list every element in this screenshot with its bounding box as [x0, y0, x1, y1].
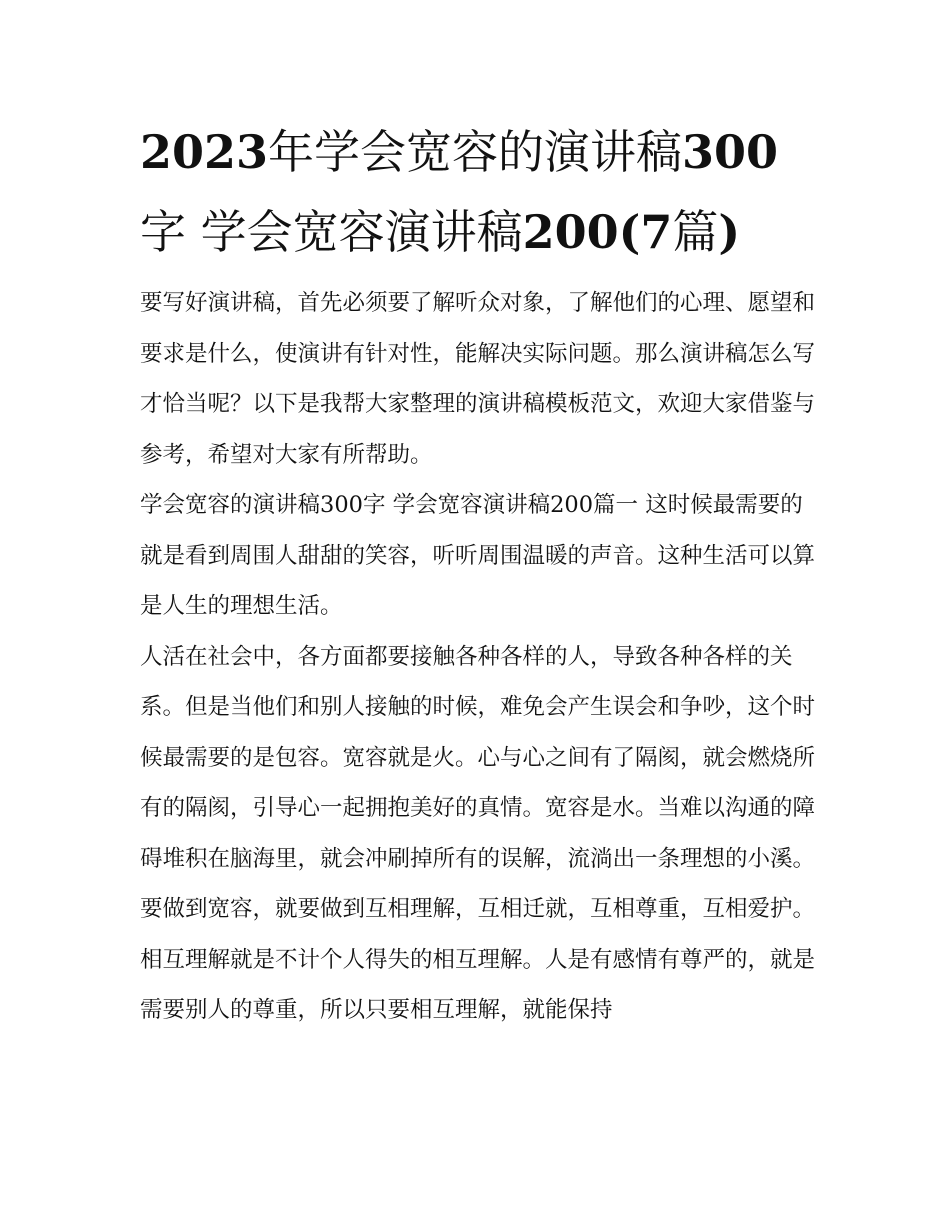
paragraph-2: 人活在社会中，各方面都要接触各种各样的人，导致各种各样的关系。但是当他们和别人接触的时候，难免会产生误会和争吵，这个时候最需要的是包容。宽容就是火。心与心之间有了隔阂，就会燃烧所有的隔阂，引导心一起拥抱美好的真情。宽容是水。当难以沟通的障碍堆积在脑海里，就会冲刷掉所有的误解，流淌出一条理想的小溪。 [140, 643, 816, 872]
document-body [140, 278, 820, 1036]
page-title: 2023年学会宽容的演讲稿300字 学会宽容演讲稿200(7篇) [140, 125, 779, 259]
paragraph-intro: 要写好演讲稿，首先必须要了解听众对象，了解他们的心理、愿望和要求是什么，使演讲有针对性，能解决实际问题。那么演讲稿怎么写才恰当呢？以下是我帮大家整理的演讲稿模板范文，欢迎大家借鉴与参考，希望对大家有所帮助。 [140, 290, 816, 468]
paragraph-1: 学会宽容的演讲稿300字 学会宽容演讲稿200篇一 这时候最需要的就是看到周围人甜甜的笑容，听听周围温暖的声音。这种生活可以算是人生的理想生活。 [140, 492, 816, 619]
paragraph-3: 要做到宽容，就要做到互相理解，互相迁就，互相尊重，互相爱护。相互理解就是不计个人得失的相互理解。人是有感情有尊严的，就是需要别人的尊重，所以只要相互理解，就能保持 [140, 896, 816, 1023]
